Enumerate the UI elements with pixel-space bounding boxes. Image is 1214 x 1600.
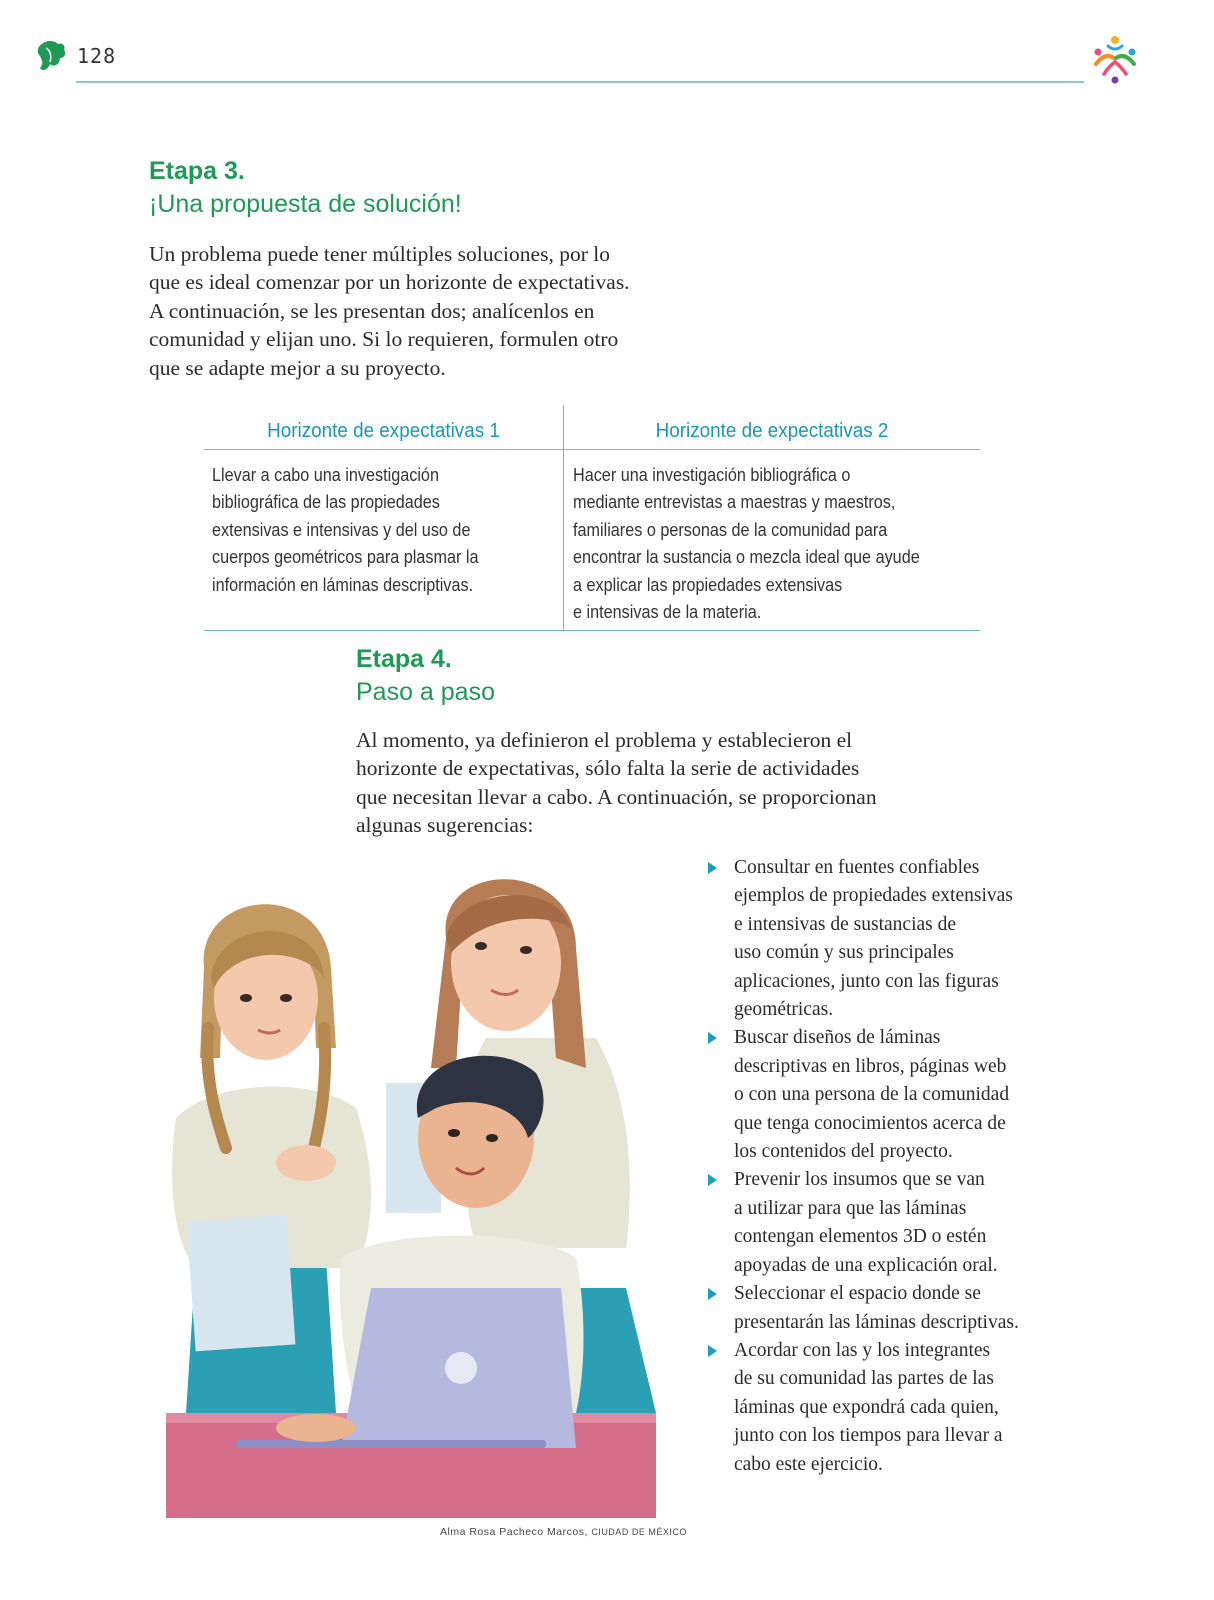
etapa3-line: que se adapte mejor a su proyecto. bbox=[149, 355, 446, 380]
table-cell-line: a explicar las propiedades extensivas bbox=[573, 574, 843, 595]
suggestions-list bbox=[706, 854, 1066, 1479]
credit-place: CIUDAD DE MÉXICO bbox=[591, 1527, 687, 1537]
etapa3-heading bbox=[149, 155, 462, 221]
table-cell-line: e intensivas de la materia. bbox=[573, 602, 762, 623]
list-item-line: descriptivas en libros, páginas web bbox=[734, 1055, 1007, 1077]
table-cell-line: bibliográfica de las propiedades bbox=[212, 492, 440, 513]
page-number: 128 bbox=[77, 44, 117, 68]
list-item-line: Prevenir los insumos que se van bbox=[734, 1169, 985, 1191]
etapa4-title: Paso a paso bbox=[356, 678, 495, 706]
list-item-line: a utilizar para que las láminas bbox=[734, 1197, 967, 1219]
table-column-divider bbox=[563, 405, 564, 631]
bullet-arrow-icon bbox=[708, 862, 717, 874]
list-item-line: e intensivas de sustancias de bbox=[734, 913, 957, 935]
students-illustration bbox=[156, 868, 672, 1518]
table-bottom-rule bbox=[204, 630, 980, 631]
list-item-line: o con una persona de la comunidad bbox=[734, 1084, 1010, 1106]
table-cell-line: Hacer una investigación bibliográfica o bbox=[573, 465, 851, 485]
table-header-rule bbox=[204, 449, 980, 450]
bullet-arrow-icon bbox=[708, 1345, 717, 1357]
list-item-line: contengan elementos 3D o estén bbox=[734, 1226, 987, 1248]
list-item-line: que tenga conocimientos acerca de bbox=[734, 1112, 1006, 1134]
table-cell-2 bbox=[573, 462, 969, 626]
list-item-line: Consultar en fuentes confiables bbox=[734, 857, 980, 878]
list-item-line: presentarán las láminas descriptivas. bbox=[734, 1311, 1019, 1333]
etapa4-number: Etapa 4. bbox=[356, 645, 452, 673]
list-item bbox=[706, 1337, 1066, 1479]
list-item bbox=[706, 1280, 1066, 1337]
list-item-line: uso común y sus principales bbox=[734, 942, 954, 964]
green-leaf-icon bbox=[36, 38, 68, 74]
list-item-line: láminas que expondrá cada quien, bbox=[734, 1396, 999, 1418]
list-item-line: Acordar con las y los integrantes bbox=[734, 1339, 991, 1361]
illustration-credit bbox=[440, 1526, 687, 1538]
list-item-line: junto con los tiempos para llevar a bbox=[734, 1425, 1003, 1447]
etapa4-line: horizonte de expectativas, sólo falta la serie de actividades bbox=[356, 756, 860, 781]
etapa3-number: Etapa 3. bbox=[149, 157, 245, 185]
header-rule bbox=[76, 81, 1084, 83]
credit-name: Alma Rosa Pacheco Marcos, bbox=[440, 1526, 588, 1538]
table-cell-line: información en láminas descriptivas. bbox=[212, 574, 474, 595]
bullet-arrow-icon bbox=[708, 1174, 717, 1186]
list-item-line: Seleccionar el espacio donde se bbox=[734, 1283, 981, 1305]
etapa3-line: A continuación, se les presentan dos; analícenlos en bbox=[149, 298, 595, 323]
list-item-line: de su comunidad las partes de las bbox=[734, 1368, 994, 1390]
list-item-line: aplicaciones, junto con las figuras bbox=[734, 970, 999, 992]
etapa3-paragraph bbox=[149, 240, 689, 382]
bullet-arrow-icon bbox=[708, 1032, 717, 1044]
etapa4-line: que necesitan llevar a cabo. A continuación, se proporcionan bbox=[356, 784, 877, 809]
list-item bbox=[706, 1166, 1066, 1280]
table-cell-line: encontrar la sustancia o mezcla ideal que ayude bbox=[573, 547, 920, 568]
expectations-table bbox=[204, 405, 980, 631]
list-item-line: ejemplos de propiedades extensivas bbox=[734, 885, 1013, 907]
list-item-line: Buscar diseños de láminas bbox=[734, 1027, 941, 1049]
list-item-line: apoyadas de una explicación oral. bbox=[734, 1254, 998, 1276]
etapa3-line: que es ideal comenzar por un horizonte de expectativas. bbox=[149, 270, 630, 295]
etapa4-line: algunas sugerencias: bbox=[356, 813, 534, 838]
table-cell-line: mediante entrevistas a maestras y maestros, bbox=[573, 492, 896, 513]
colorful-series-logo-icon bbox=[1088, 34, 1142, 86]
table-cell-1 bbox=[212, 462, 536, 599]
table-header-2: Horizonte de expectativas 2 bbox=[655, 419, 889, 442]
etapa3-line: Un problema puede tener múltiples soluciones, por lo bbox=[149, 242, 610, 266]
etapa4-line: Al momento, ya definieron el problema y establecieron el bbox=[356, 728, 853, 752]
table-header-1: Horizonte de expectativas 1 bbox=[267, 419, 500, 442]
table-cell-line: familiares o personas de la comunidad para bbox=[573, 519, 888, 540]
etapa4-heading bbox=[356, 643, 495, 709]
list-item-line: los contenidos del proyecto. bbox=[734, 1141, 953, 1163]
table-cell-line: Llevar a cabo una investigación bbox=[212, 465, 439, 485]
list-item bbox=[706, 1024, 1066, 1166]
list-item bbox=[706, 854, 1066, 1024]
etapa3-line: comunidad y elijan uno. Si lo requieren, formulen otro bbox=[149, 327, 619, 352]
list-item-line: cabo este ejercicio. bbox=[734, 1453, 883, 1475]
bullet-arrow-icon bbox=[708, 1288, 717, 1300]
table-cell-line: extensivas e intensivas y del uso de bbox=[212, 519, 471, 540]
etapa3-title: ¡Una propuesta de solución! bbox=[149, 190, 462, 218]
etapa4-paragraph bbox=[356, 726, 956, 840]
list-item-line: geométricas. bbox=[734, 999, 834, 1021]
table-cell-line: cuerpos geométricos para plasmar la bbox=[212, 547, 479, 568]
